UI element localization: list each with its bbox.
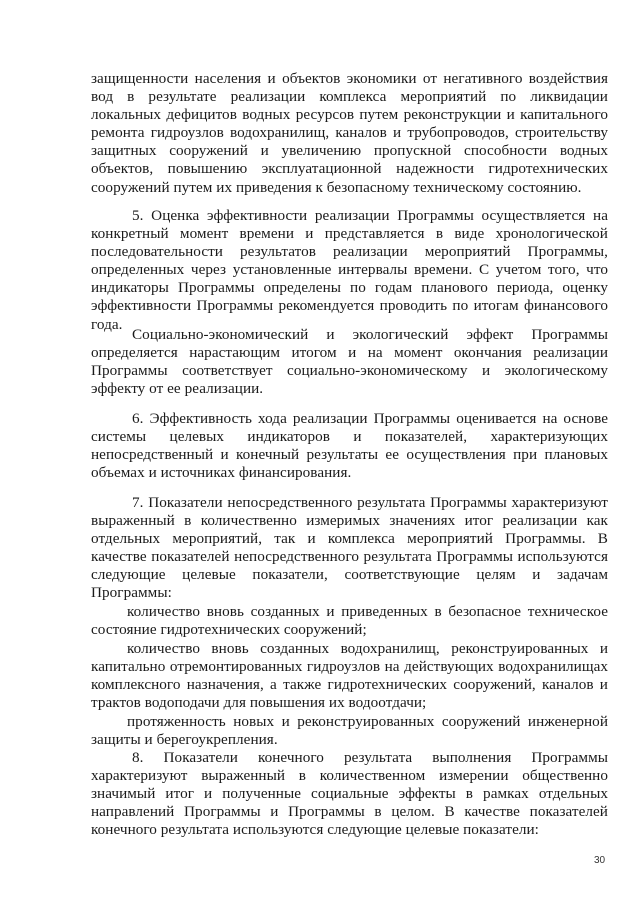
paragraph-7-direct-result-indicators: 7. Показатели непосредственного результата Программы характеризуют выраженный в количественно измеримых значениях итог реализации как отдельных мероприятий, так и комплекса мероприятий Программы. В качестве показателей непосредственного результата Программы используются следующие целевые показатели, соответствующие целям и задачам Программы: <box>91 494 608 602</box>
paragraph-6-progress-efficiency: 6. Эффективность хода реализации Программы оценивается на основе системы целевых индикаторов и показателей, характеризующих непосредственный и конечный результаты ее осуществления при плановых объемах и источниках финансирования. <box>91 410 608 482</box>
paragraph-continuation: защищенности населения и объектов экономики от негативного воздействия вод в результате реализации комплекса мероприятий по ликвидации локальных дефицитов водных ресурсов путем реконструкции и капитального ремонта гидроузлов водохранилищ, каналов и трубопроводов, строительству защитных сооружений и увеличению пропускной способности водных объектов, повышению эксплуатационной надежности гидротехнических сооружений путем их приведения к безопасному техническому состоянию. <box>91 70 608 196</box>
paragraph-8-final-result-indicators: 8. Показатели конечного результата выполнения Программы характеризуют выраженный в количественном измерении общественно значимый итог и полученные социальные эффекты в рамках отдельных направлений Программы и Программы в целом. В качестве показателей конечного результата используются следующие целевые показатели: <box>91 749 608 839</box>
paragraph-5-efficiency-assessment: 5. Оценка эффективности реализации Программы осуществляется на конкретный момент времени и представляется в виде хронологической последовательности результатов реализации мероприятий Программы, определенных через установленные интервалы времени. С учетом того, что индикаторы Программы определены по годам планового периода, оценку эффективности Программы рекомендуется проводить по итогам финансового года. <box>91 207 608 333</box>
list-item-structures-count: количество вновь созданных и приведенных в безопасное техническое состояние гидротехнических сооружений; <box>91 603 608 639</box>
list-item-protection-length: протяженность новых и реконструированных сооружений инженерной защиты и берегоукрепления. <box>91 713 608 749</box>
paragraph-socio-economic-effect: Социально-экономический и экологический эффект Программы определяется нарастающим итогом и на момент окончания реализации Программы соответствует социально-экономическому и экологическому эффекту от ее реализации. <box>91 326 608 398</box>
page-number: 30 <box>594 855 606 866</box>
list-item-reservoirs-count: количество вновь созданных водохранилищ, реконструированных и капитально отремонтированных гидроузлов на действующих водохранилищах комплексного назначения, а также гидротехнических сооружений, каналов и трактов водоподачи для повышения их водоотдачи; <box>91 640 608 712</box>
